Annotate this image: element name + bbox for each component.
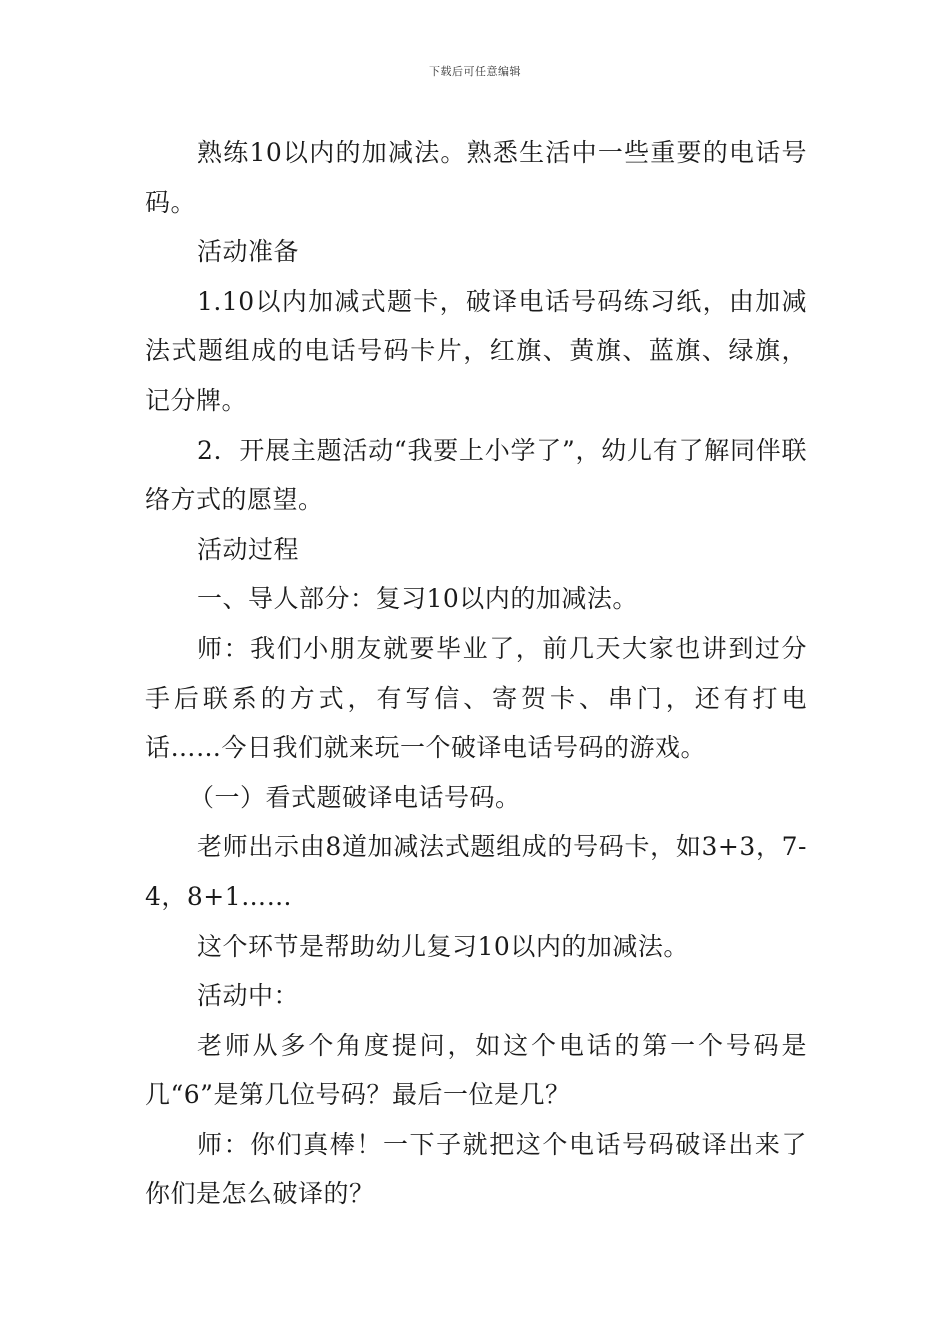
document-body [145, 128, 807, 1219]
paragraph-prep-1: 1.10以内加减式题卡，破译电话号码练习纸，由加减法式题组成的电话号码卡片，红旗、黄旗、蓝旗、绿旗，记分牌。 [145, 286, 807, 415]
paragraph-teacher-intro: 师：我们小朋友就要毕业了，前几天大家也讲到过分手后联系的方式，有写信、寄贺卡、串门，还有打电话……今日我们就来玩一个破译电话号码的游戏。 [145, 633, 807, 763]
paragraph-during-activity: 活动中： [197, 981, 300, 1011]
page-header: 下载后可任意编辑 [429, 65, 521, 78]
paragraph-number-card: 老师出示由8道加减法式题组成的号码卡，如3+3，7-4，8+1…… [145, 832, 807, 911]
paragraph-teacher-questions: 老师从多个角度提问，如这个电话的第一个号码是几“6”是第几位号码？最后一位是几？ [145, 1030, 807, 1110]
paragraph-intro-section: 一、导人部分：复习10以内的加减法。 [197, 584, 638, 614]
paragraph-goal: 熟练10以内的加减法。熟悉生活中一些重要的电话号码。 [145, 138, 807, 217]
subheading-decode: （一）看式题破译电话号码。 [189, 782, 521, 812]
heading-process: 活动过程 [197, 534, 300, 564]
paragraph-teacher-praise: 师：你们真棒！一下子就把这个电话号码破译出来了你们是怎么破译的？ [145, 1129, 807, 1209]
paragraph-purpose: 这个环节是帮助幼儿复习10以内的加减法。 [197, 931, 689, 961]
paragraph-prep-2: 2．开展主题活动“我要上小学了”，幼儿有了解同伴联络方式的愿望。 [145, 435, 807, 515]
heading-preparation: 活动准备 [197, 237, 300, 267]
